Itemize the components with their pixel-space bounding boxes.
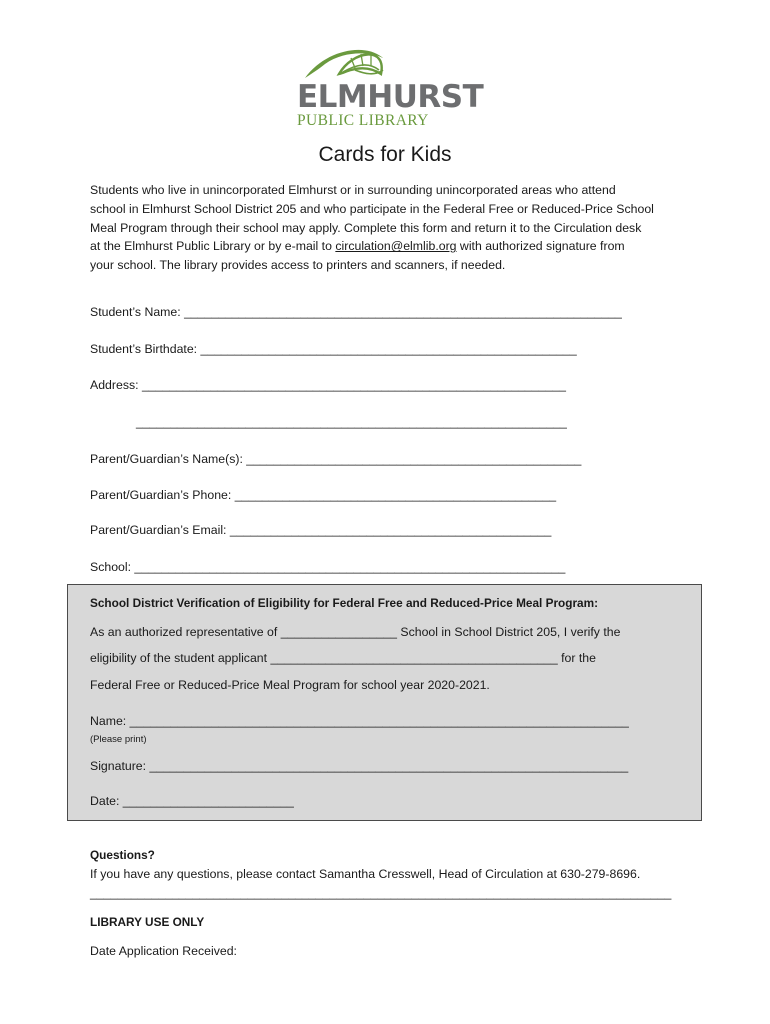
guardian-email-field[interactable]: Parent/Guardian’s Email: _______________________________________________ [90, 523, 552, 537]
intro-text: with authorized signature from [456, 239, 625, 254]
divider-rule: _____________________________________________________________________________________ [90, 886, 672, 900]
signature-field[interactable]: Signature: ______________________________________________________________________ [90, 759, 629, 773]
intro-line: school in Elmhurst School District 205 and who participate in the Federal Free or Reduced-Price School [90, 201, 654, 216]
intro-line: your school. The library provides access to printers and scanners, if needed. [90, 258, 506, 273]
birthdate-field[interactable]: Student’s Birthdate: _______________________________________________________ [90, 342, 577, 356]
address-field[interactable]: Address: ______________________________________________________________ [90, 378, 566, 392]
please-print-note: (Please print) [90, 734, 147, 745]
signer-name-field[interactable]: Name: _________________________________________________________________________ [90, 714, 629, 728]
date-received-label: Date Application Received: [90, 944, 237, 958]
date-field[interactable]: Date: _________________________ [90, 794, 294, 808]
guardian-name-field[interactable]: Parent/Guardian’s Name(s): _________________________________________________ [90, 452, 582, 466]
page-title: Cards for Kids [318, 143, 452, 166]
intro-line: Meal Program through their school may apply. Complete this form and return it to the Circulation desk [90, 220, 642, 235]
intro-text: at the Elmhurst Public Library or by e-mail to [90, 239, 336, 254]
logo-wordmark: ELMHURST [297, 79, 484, 115]
verification-box [67, 584, 702, 821]
questions-text: If you have any questions, please contact Samantha Cresswell, Head of Circulation at 630-279-8696. [90, 867, 641, 881]
verification-line: Federal Free or Reduced-Price Meal Program for school year 2020-2021. [90, 678, 490, 692]
verification-heading: School District Verification of Eligibility for Federal Free and Reduced-Price Meal Program: [90, 596, 599, 610]
school-field[interactable]: School: _______________________________________________________________ [90, 560, 566, 574]
email-link[interactable]: circulation@elmlib.org [335, 239, 457, 254]
intro-paragraph [90, 181, 680, 275]
guardian-phone-field[interactable]: Parent/Guardian’s Phone: _______________________________________________ [90, 488, 557, 502]
student-name-field[interactable]: Student’s Name: ________________________________________________________________ [90, 305, 622, 319]
library-use-heading: LIBRARY USE ONLY [90, 915, 205, 929]
verification-line[interactable]: As an authorized representative of _________________ School in School District 205, I verify the [90, 625, 621, 639]
address-line2-field[interactable]: _______________________________________________________________ [136, 415, 567, 429]
intro-line [90, 237, 680, 256]
questions-heading: Questions? [90, 848, 155, 862]
verification-line[interactable]: eligibility of the student applicant __________________________________________ for the [90, 651, 596, 665]
intro-line: Students who live in unincorporated Elmhurst or in surrounding unincorporated areas who attend [90, 183, 616, 197]
logo-subtitle: PUBLIC LIBRARY [297, 112, 429, 129]
